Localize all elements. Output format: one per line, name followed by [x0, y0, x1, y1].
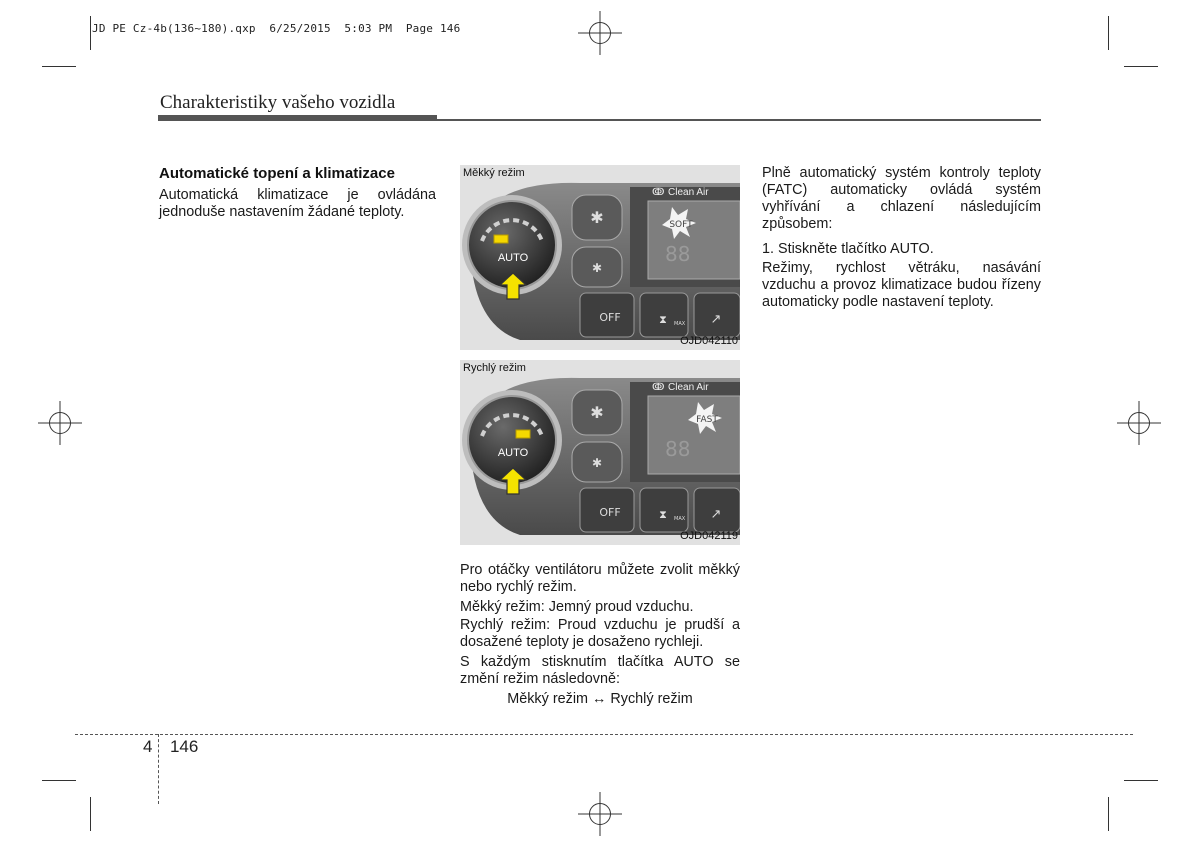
registration-mark-icon: [589, 803, 611, 825]
max-badge: MAX: [674, 516, 686, 522]
mode-sequence: Měkký režim ↔ Rychlý režim: [507, 691, 693, 707]
svg-text:✱: ✱: [591, 261, 603, 275]
fast-indicator-text: FAST: [696, 415, 718, 425]
svg-text:✱: ✱: [590, 403, 604, 422]
step-1-details: Režimy, rychlost větráku, nasávání vzduchu a provoz klimatizace budou řízeny automaticky podle nastavení teploty.: [762, 260, 1041, 310]
fan-mode-paragraph: Pro otáčky ventilátoru můžete zvolit měkký nebo rychlý režim.: [460, 562, 740, 595]
auto-button: AUTO: [497, 252, 529, 264]
figure-code: OJD042119: [680, 530, 738, 542]
temp-digits: 88: [665, 437, 691, 461]
clean-air-label: Clean Air: [668, 187, 709, 198]
fast-mode-description: Rychlý režim: Proud vzduchu je prudší a dosažené teploty je dosaženo rychleji.: [460, 617, 740, 650]
section-title-rule: [437, 119, 1041, 121]
figure-soft-mode: [460, 165, 740, 350]
figure-fast-mode: [460, 360, 740, 545]
figure-label: Měkký režim: [463, 167, 525, 179]
section-title: Charakteristiky vašeho vozidla: [160, 92, 396, 113]
temp-digits: 88: [665, 242, 691, 266]
registration-mark-icon: [49, 412, 71, 434]
fatc-paragraph: Plně automatický systém kontroly teploty (FATC) automaticky ovládá systém vyhřívání a chlazení následujícím způsobem:: [762, 165, 1041, 232]
page-number-value: 146: [169, 737, 199, 756]
svg-text:✱: ✱: [590, 208, 604, 227]
figure-label: Rychlý režim: [463, 362, 526, 374]
registration-mark-icon: [1128, 412, 1150, 434]
climate-panel-illustration: [460, 165, 740, 350]
section-title-bar: [158, 115, 437, 121]
print-slug: JD PE Cz-4b(136~180).qxp 6/25/2015 5:03 PM Page 146: [92, 22, 461, 35]
auto-toggle-paragraph: S každým stisknutím tlačítka AUTO se změní režim následovně:: [460, 654, 740, 687]
svg-text:⧗: ⧗: [659, 313, 667, 326]
off-button: OFF: [599, 506, 621, 519]
soft-indicator-text: SOFT: [669, 220, 693, 230]
figure-code: OJD042110: [680, 335, 738, 347]
topic-heading: Automatické topení a klimatizace: [159, 165, 395, 182]
step-1: 1. Stiskněte tlačítko AUTO.: [762, 241, 934, 257]
svg-text:ↂ: ↂ: [652, 187, 665, 198]
off-button: OFF: [599, 311, 621, 324]
soft-mode-description: Měkký režim: Jemný proud vzduchu.: [460, 599, 694, 615]
intro-paragraph: Automatická klimatizace je ovládána jednoduše nastavením žádané teploty.: [159, 187, 436, 220]
max-badge: MAX: [674, 321, 686, 327]
svg-text:↗: ↗: [710, 312, 722, 327]
svg-text:ↂ: ↂ: [652, 382, 665, 393]
svg-text:↗: ↗: [710, 507, 722, 522]
svg-text:✱: ✱: [591, 456, 603, 470]
climate-panel-illustration: [460, 360, 740, 545]
auto-button: AUTO: [497, 447, 529, 459]
clean-air-label: Clean Air: [668, 382, 709, 393]
registration-mark-icon: [589, 22, 611, 44]
page-number: [143, 737, 198, 757]
chapter-number: 4: [143, 737, 153, 756]
svg-text:⧗: ⧗: [659, 508, 667, 521]
footer-rule: [75, 734, 1133, 735]
